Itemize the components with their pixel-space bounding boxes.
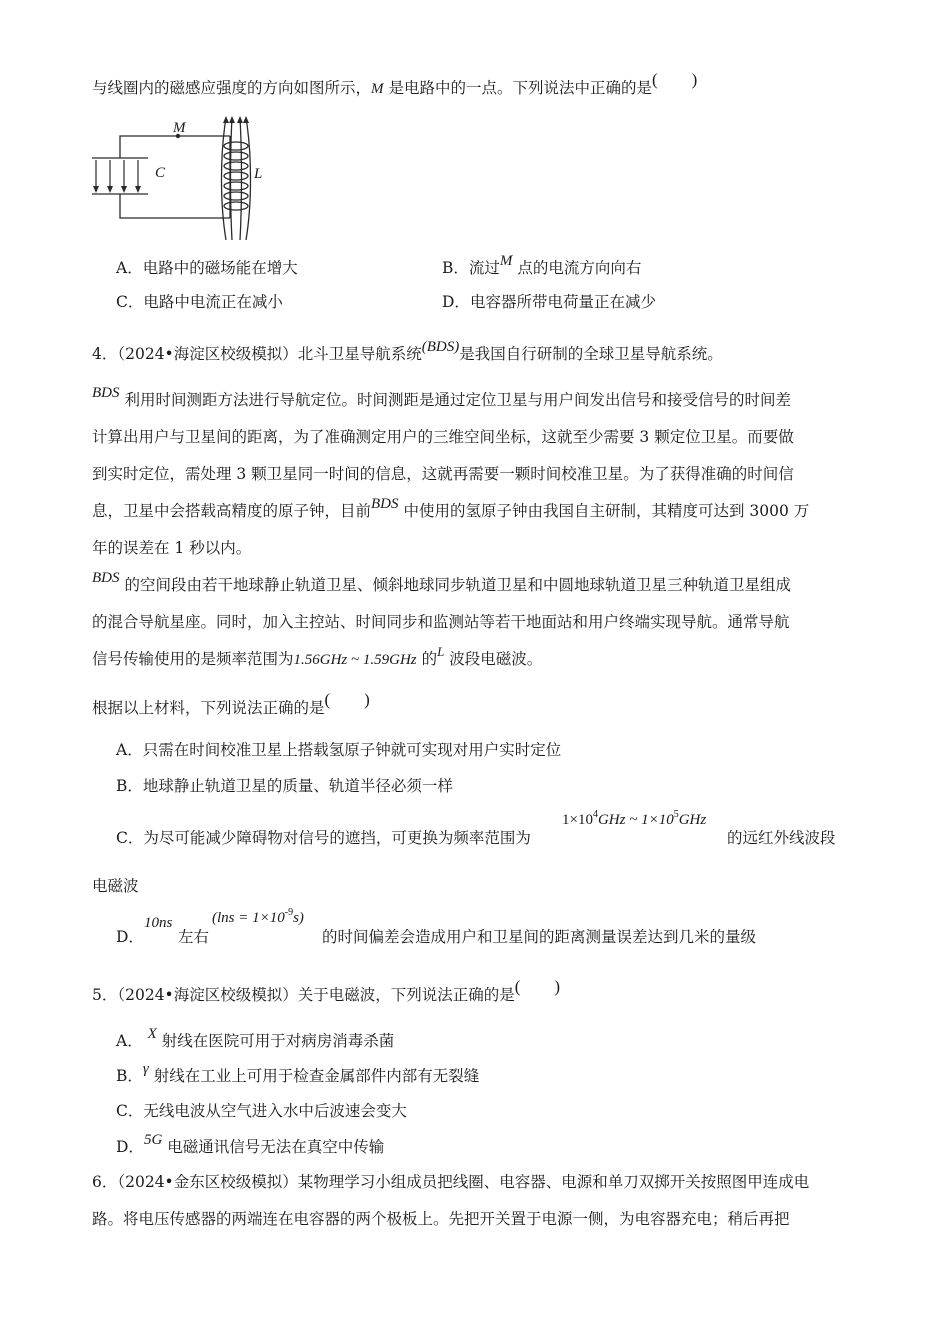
q5-option-c[interactable]: [116, 1101, 407, 1121]
q4-option-c-post: 的远红外线波段: [727, 829, 836, 847]
q4-p1-l1: 利用时间测距方法进行导航定位。时间测距是通过定位卫星与用户间发出信号和接受信号的时间差: [124, 391, 791, 409]
q4-p1-line2: 计算出用户与卫星间的距离，为了准确测定用户的三维空间坐标，这就至少需要 3 颗定位卫星。而要做: [92, 428, 794, 446]
q4-option-d-pm: (lns = 1×10: [212, 910, 285, 926]
q4-head-b: 是我国自行研制的全球卫星导航系统。: [459, 345, 723, 363]
q4-option-c-m3: GHz: [678, 812, 707, 828]
q4-option-c-freq: [562, 810, 706, 832]
q5-option-a-key: A．: [116, 1032, 143, 1050]
q3-option-d[interactable]: [442, 292, 656, 312]
q5-option-d[interactable]: [116, 1132, 385, 1158]
q5-option-d-key: D．: [116, 1138, 144, 1156]
q4-p2-l-band: L: [437, 644, 445, 659]
figure-label-l: L: [254, 166, 263, 182]
q3-option-b-key: B．: [442, 259, 469, 277]
q4-option-d-post: 的时间偏差会造成用户和卫星间的距离测量误差达到几米的量级: [322, 928, 757, 946]
q5-option-b-key: B．: [116, 1067, 143, 1085]
q4-option-d-pe: -9: [284, 907, 294, 918]
q5-option-b-var: γ: [142, 1061, 149, 1077]
q5-option-b[interactable]: [116, 1061, 480, 1087]
q3-option-d-text: 电容器所带电荷量正在减少: [469, 293, 656, 311]
q3-option-b[interactable]: [442, 253, 642, 279]
q4-head-bds: (BDS): [421, 339, 460, 355]
q4-p1-line4: [92, 496, 810, 522]
q4-p1-line3: 到实时定位，需处理 3 颗卫星同一时间的信息，这就再需要一颗时间校准卫星。为了获得准确的时间信: [92, 465, 794, 483]
q3-option-c-key: C．: [116, 293, 144, 311]
q4-p2-line2: 的混合导航星座。同时，加入主控站、时间同步和监测站等若干地面站和用户终端实现导航。通常导航: [92, 613, 790, 631]
figure-label-c: C: [155, 165, 166, 181]
q5-option-b-text: 射线在工业上可用于检查金属部件内部有无裂缝: [153, 1067, 480, 1085]
q5-option-a-text: 射线在医院可用于对病房消毒杀菌: [161, 1032, 395, 1050]
q5-option-c-text: 无线电波从空气进入水中后波速会变大: [143, 1102, 407, 1120]
q4-option-c-cont: 电磁波: [92, 877, 139, 895]
q4-option-d-10ns: 10ns: [144, 915, 173, 931]
q3-option-c[interactable]: [116, 292, 283, 312]
q4-p1-l4b: 中使用的氢原子钟由我国自主研制，其精度可达到 3000 万: [403, 502, 810, 520]
q3-option-b-post: 点的电流方向向右: [517, 259, 642, 277]
q4-p2-bds: BDS: [92, 570, 120, 586]
q4-ask: [92, 690, 370, 718]
q4-option-c-e1: 4: [592, 809, 598, 820]
q5-head: [92, 977, 561, 1005]
q4-option-b-text: 地球静止轨道卫星的质量、轨道半径必须一样: [142, 777, 453, 795]
q6-line1: 6．（2024•金东区校级模拟）某物理学习小组成员把线圈、电容器、电源和单刀双掷开关按照图甲连成电: [92, 1173, 810, 1191]
q4-p2-l3b: 的: [421, 650, 438, 668]
q4-option-d-paren-math: [212, 908, 304, 930]
q3-option-a-text: 电路中的磁场能在增大: [142, 259, 298, 277]
q4-option-c-m2: GHz ~ 1×10: [597, 812, 674, 828]
q4-p2-l3c: 波段电磁波。: [449, 650, 543, 668]
q4-option-c[interactable]: [116, 828, 531, 848]
q4-option-c-key: C．: [116, 829, 144, 847]
q5-option-c-key: C．: [116, 1102, 144, 1120]
q4-option-a[interactable]: [116, 740, 561, 760]
q4-p1-l4a: 息，卫星中会搭载高精度的原子钟，目前: [92, 502, 372, 520]
q3-option-d-key: D．: [442, 293, 470, 311]
q3-option-b-pre: 流过: [468, 259, 500, 277]
q4-option-c-e2: 5: [673, 809, 679, 820]
q3-intro-a: 与线圈内的磁感应强度的方向如图所示，: [92, 79, 372, 97]
q4-p2-l3a: 信号传输使用的是频率范围为: [92, 650, 294, 668]
q4-option-c-pre: 为尽可能减少障碍物对信号的遮挡，可更换为频率范围为: [143, 829, 531, 847]
q4-ask-text: 根据以上材料，下列说法正确的是: [92, 699, 325, 717]
inductor-coil: [224, 142, 248, 210]
q4-option-b[interactable]: [116, 776, 453, 796]
q3-option-c-text: 电路中电流正在减小: [143, 293, 283, 311]
q4-p1-l4bds: BDS: [371, 496, 399, 512]
q3-option-a[interactable]: [116, 258, 298, 278]
q4-p1-line1: [92, 385, 791, 411]
q4-option-a-text: 只需在时间校准卫星上搭载氢原子钟就可实现对用户实时定位: [142, 741, 562, 759]
q4-option-d-pu: s): [293, 910, 304, 926]
q3-intro-line: [92, 70, 698, 99]
q4-p2-l1: 的空间段由若干地球静止轨道卫星、倾斜地球同步轨道卫星和中圆地球轨道卫星三种轨道卫星组成: [124, 576, 791, 594]
q5-option-d-var: 5G: [143, 1132, 163, 1148]
wire-top: [120, 136, 230, 158]
q4-p2-freq-range: 1.56GHz ~ 1.59GHz: [293, 652, 417, 668]
q3-intro-b: 是电路中的一点。下列说法中正确的是: [388, 79, 652, 97]
q5-option-a-var: X: [147, 1026, 157, 1042]
q4-answer-paren: ( ): [324, 690, 370, 709]
q5-option-d-text: 电磁通讯信号无法在真空中传输: [167, 1138, 385, 1156]
q4-option-c-m1: 1×10: [562, 812, 593, 828]
electric-field-arrows: [96, 160, 138, 190]
q4-option-d-key[interactable]: D．: [116, 928, 144, 946]
q6-line2: 路。将电压传感器的两端连在电容器的两个极板上。先把开关置于电源一侧，为电容器充电；稍后再把: [92, 1210, 790, 1228]
q3-option-a-key: A．: [116, 259, 143, 277]
q4-p2-line3: [92, 644, 543, 670]
q4-option-b-key: B．: [116, 777, 143, 795]
q5-head-text: 5．（2024•海淀区校级模拟）关于电磁波，下列说法正确的是: [92, 986, 515, 1004]
q4-option-d-zuoyou: 左右: [178, 928, 210, 946]
q4-option-a-key: A．: [116, 741, 143, 759]
q4-head: [92, 339, 723, 365]
q4-p1-bds: BDS: [92, 385, 120, 401]
q3-answer-paren: ( ): [651, 70, 698, 89]
q4-p1-line5: 年的误差在 1 秒以内。: [92, 539, 252, 557]
q4-head-a: 4．（2024•海淀区校级模拟）北斗卫星导航系统: [92, 345, 422, 363]
q5-answer-paren: ( ): [514, 977, 561, 996]
q4-p2-line1: [92, 570, 791, 596]
q3-intro-m: M: [371, 81, 384, 97]
q3-option-b-var: M: [499, 253, 513, 269]
q5-option-a[interactable]: [116, 1026, 395, 1052]
wire-bottom: [120, 194, 230, 218]
figure-label-m: M: [173, 120, 186, 136]
